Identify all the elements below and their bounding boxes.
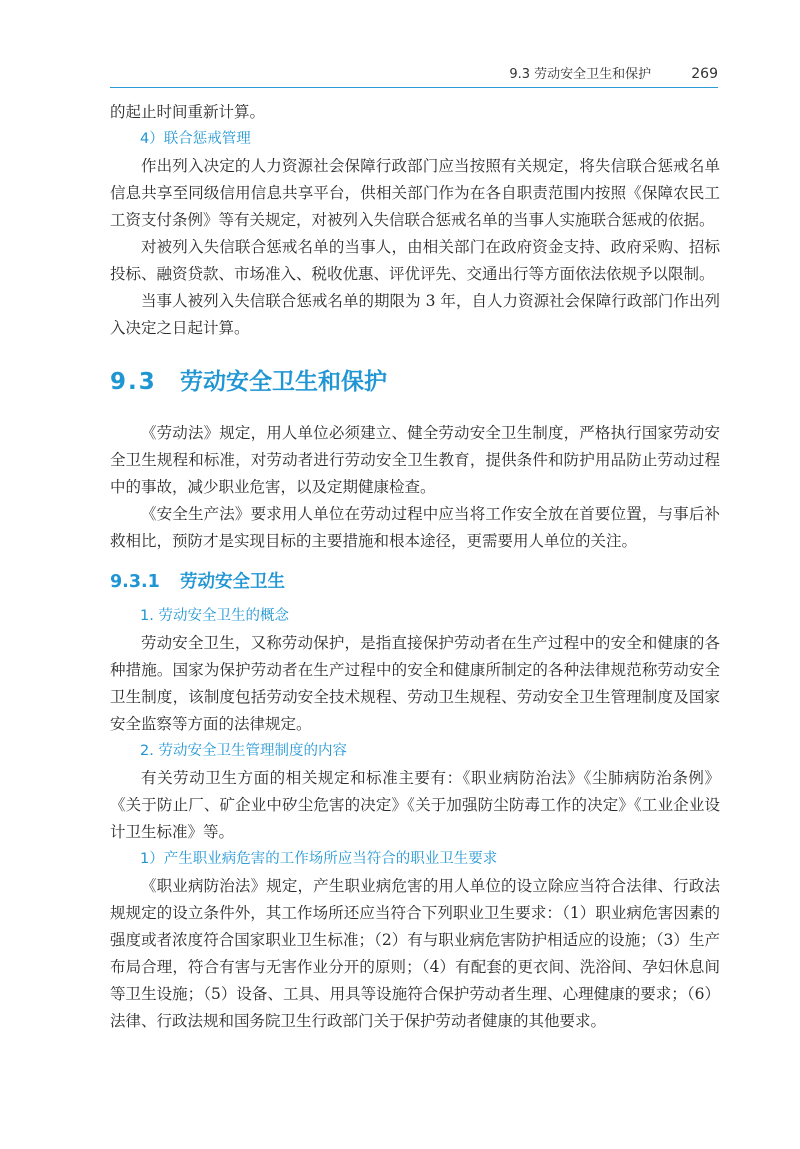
paragraph: 当事人被列入失信联合惩戒名单的期限为 3 年，自人力资源社会保障行政部门作出列入决定之日起计算。 — [110, 292, 720, 337]
heading-management-content: 2. 劳动安全卫生管理制度的内容 — [140, 743, 347, 759]
heading-concept: 1. 劳动安全卫生的概念 — [140, 608, 289, 624]
page-number: 269 — [691, 66, 718, 82]
heading-workplace-requirements: 1）产生职业病危害的工作场所应当符合的职业卫生要求 — [140, 851, 498, 867]
page-body — [110, 99, 720, 1035]
subsection-title: 劳动安全卫生 — [180, 572, 285, 592]
subsection-number: 9.3.1 — [110, 572, 160, 592]
section-title: 劳动安全卫生和保护 — [180, 369, 387, 395]
section-number: 9.3 — [110, 369, 157, 395]
paragraph: 有关劳动卫生方面的相关规定和标准主要有：《职业病防治法》《尘肺病防治条例》《关于防止厂、矿企业中矽尘危害的决定》《关于加强防尘防毒工作的决定》《工业企业设计卫生标准》等。 — [110, 769, 720, 841]
paragraph: 对被列入失信联合惩戒名单的当事人，由相关部门在政府资金支持、政府采购、招标投标、融资贷款、市场准入、税收优惠、评优评先、交通出行等方面依法依规予以限制。 — [110, 238, 720, 283]
section-heading — [110, 367, 720, 397]
paragraph: 《职业病防治法》规定，产生职业病危害的用人单位的设立除应当符合法律、行政法规规定的设立条件外，其工作场所还应当符合下列职业卫生要求：（1）职业病危害因素的强度或者浓度符合国家职业卫生标准；（2）有与职业病危害防护相适应的设施；（3）生产布局合理，符合有害与无害作业分开的原则；（4）有配套的更衣间、洗浴间、孕妇休息间等卫生设施；（5）设备、工具、用具等设施符合保护劳动者生理、心理健康的要求；（6）法律、行政法规和国务院卫生行政部门关于保护劳动者健康的其他要求。 — [110, 877, 720, 1030]
paragraph: 《劳动法》规定，用人单位必须建立、健全劳动安全卫生制度，严格执行国家劳动安全卫生规程和标准，对劳动者进行劳动安全卫生教育，提供条件和防护用品防止劳动过程中的事故，减少职业危害，以及定期健康检查。 — [110, 424, 720, 496]
running-header — [110, 63, 718, 88]
paragraph: 《安全生产法》要求用人单位在劳动过程中应当将工作安全放在首要位置，与事后补救相比，预防才是实现目标的主要措施和根本途径，更需要用人单位的关注。 — [110, 505, 720, 550]
paragraph-continuation: 的起止时间重新计算。 — [110, 103, 266, 121]
heading-joint-punishment: 4）联合惩戒管理 — [140, 131, 251, 147]
paragraph: 劳动安全卫生，又称劳动保护，是指直接保护劳动者在生产过程中的安全和健康的各种措施。国家为保护劳动者在生产过程中的安全和健康所制定的各种法律规范称劳动安全卫生制度，该制度包括劳动安全技术规程、劳动卫生规程、劳动安全卫生管理制度及国家安全监察等方面的法律规定。 — [110, 634, 720, 733]
paragraph: 作出列入决定的人力资源社会保障行政部门应当按照有关规定，将失信联合惩戒名单信息共享至同级信用信息共享平台，供相关部门作为在各自职责范围内按照《保障农民工工资支付条例》等有关规定，对被列入失信联合惩戒名单的当事人实施联合惩戒的依据。 — [110, 157, 720, 229]
subsection-heading — [110, 569, 720, 595]
header-section-title: 9.3 劳动安全卫生和保护 — [509, 67, 652, 82]
